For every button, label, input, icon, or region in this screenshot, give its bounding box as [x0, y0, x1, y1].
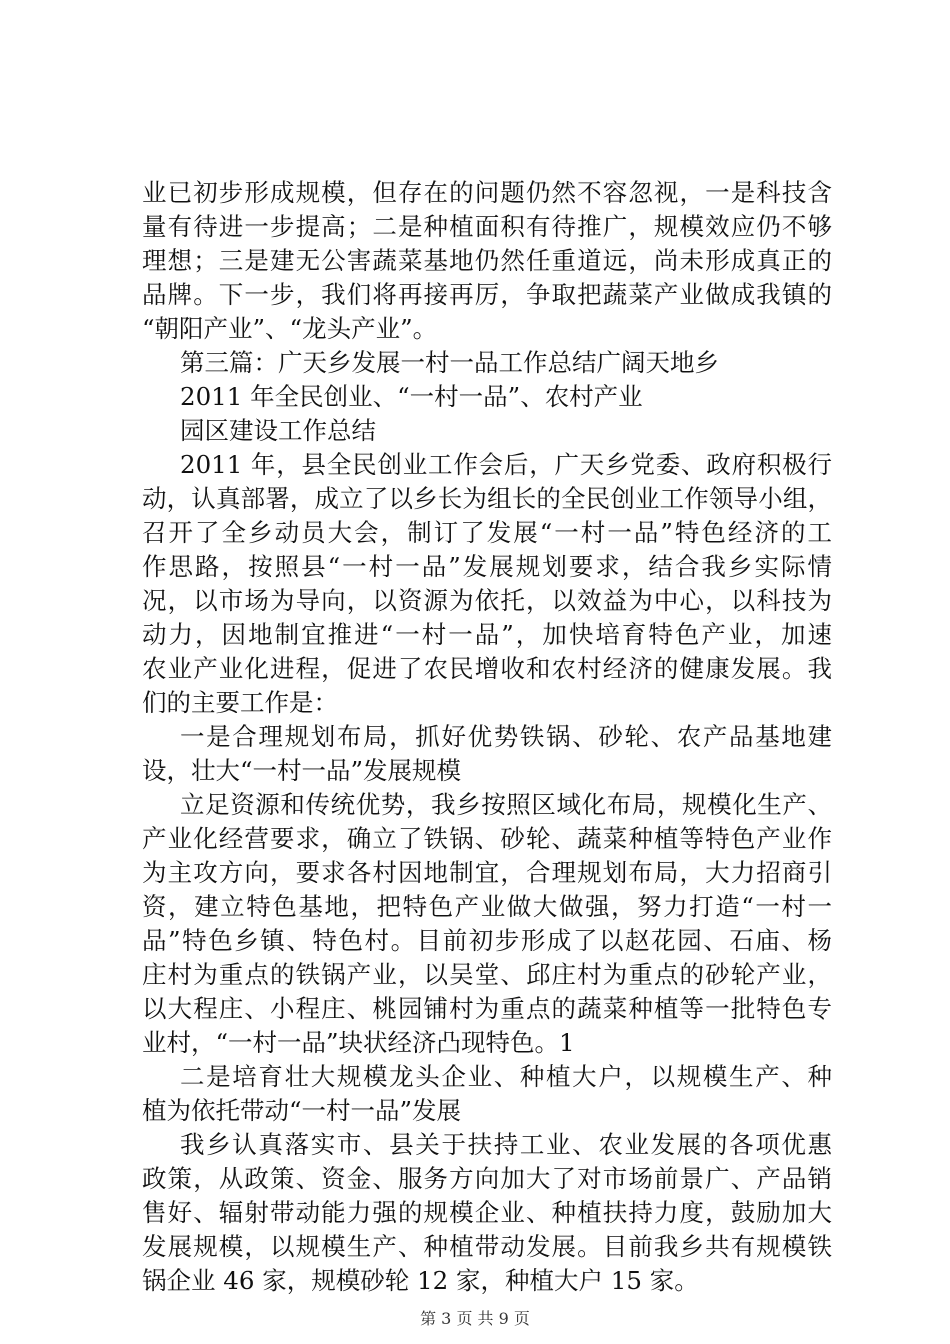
text-line: 产业化经营要求，确立了铁锅、砂轮、蔬菜种植等特色产业作: [142, 824, 832, 853]
text-line: 政策，从政策、资金、服务方向加大了对市场前景广、产品销: [142, 1164, 832, 1193]
text-line: 发展规模，以规模生产、种植带动发展。目前我乡共有规模铁: [142, 1232, 832, 1261]
text-line: 锅企业 46 家，规模砂轮 12 家，种植大户 15 家。: [142, 1266, 699, 1295]
section-subheading: 园区建设工作总结: [180, 416, 376, 445]
text-line: 动，认真部署，成立了以乡长为组长的全民创业工作领导小组，: [142, 484, 832, 513]
text-line: 况，以市场为导向，以资源为依托，以效益为中心，以科技为: [142, 586, 832, 615]
text-line: 以大程庄、小程庄、桃园铺村为重点的蔬菜种植等一批特色专: [142, 994, 832, 1023]
text-line: 品”特色乡镇、特色村。目前初步形成了以赵花园、石庙、杨: [142, 926, 832, 955]
text-line: 设，壮大“一村一品”发展规模: [142, 756, 462, 785]
text-line: 量有待进一步提高；二是种植面积有待推广，规模效应仍不够: [142, 212, 832, 241]
text-line: 们的主要工作是：: [142, 688, 338, 717]
text-line: 为主攻方向，要求各村因地制宜，合理规划布局，大力招商引: [142, 858, 832, 887]
text-line: 作思路，按照县“一村一品”发展规划要求，结合我乡实际情: [142, 552, 832, 581]
text-line: 品牌。下一步，我们将再接再厉，争取把蔬菜产业做成我镇的: [142, 280, 832, 309]
section-heading: 第三篇：广天乡发展一村一品工作总结广阔天地乡: [180, 348, 719, 377]
text-line: 业村，“一村一品”块状经济凸现特色。1: [142, 1028, 575, 1057]
paragraph-first-line: 立足资源和传统优势，我乡按照区域化布局，规模化生产、: [180, 790, 832, 819]
page-number-footer: 第 3 页 共 9 页: [420, 1309, 530, 1328]
paragraph-first-line: 我乡认真落实市、县关于扶持工业、农业发展的各项优惠: [180, 1130, 832, 1159]
paragraph-first-line: 一是合理规划布局，抓好优势铁锅、砂轮、农产品基地建: [180, 722, 832, 751]
text-line: 售好、辐射带动能力强的规模企业、种植扶持力度，鼓励加大: [142, 1198, 832, 1227]
text-line: 农业产业化进程，促进了农民增收和农村经济的健康发展。我: [142, 654, 832, 683]
text-line: 理想；三是建无公害蔬菜基地仍然任重道远，尚未形成真正的: [142, 246, 832, 275]
text-line: 资，建立特色基地，把特色产业做大做强，努力打造“一村一: [142, 892, 832, 921]
text-line: “朝阳产业”、“龙头产业”。: [142, 314, 438, 343]
text-line: 植为依托带动“一村一品”发展: [142, 1096, 462, 1125]
text-line: 庄村为重点的铁锅产业，以吴堂、邱庄村为重点的砂轮产业，: [142, 960, 832, 989]
paragraph-first-line: 二是培育壮大规模龙头企业、种植大户，以规模生产、种: [180, 1062, 832, 1091]
text-line: 召开了全乡动员大会，制订了发展“一村一品”特色经济的工: [142, 518, 832, 547]
text-line: 动力，因地制宜推进“一村一品”，加快培育特色产业，加速: [142, 620, 832, 649]
section-subheading: 2011 年全民创业、“一村一品”、农村产业: [180, 382, 643, 411]
text-line: 业已初步形成规模，但存在的问题仍然不容忽视，一是科技含: [142, 178, 832, 207]
paragraph-first-line: 2011 年，县全民创业工作会后，广天乡党委、政府积极行: [180, 450, 832, 479]
